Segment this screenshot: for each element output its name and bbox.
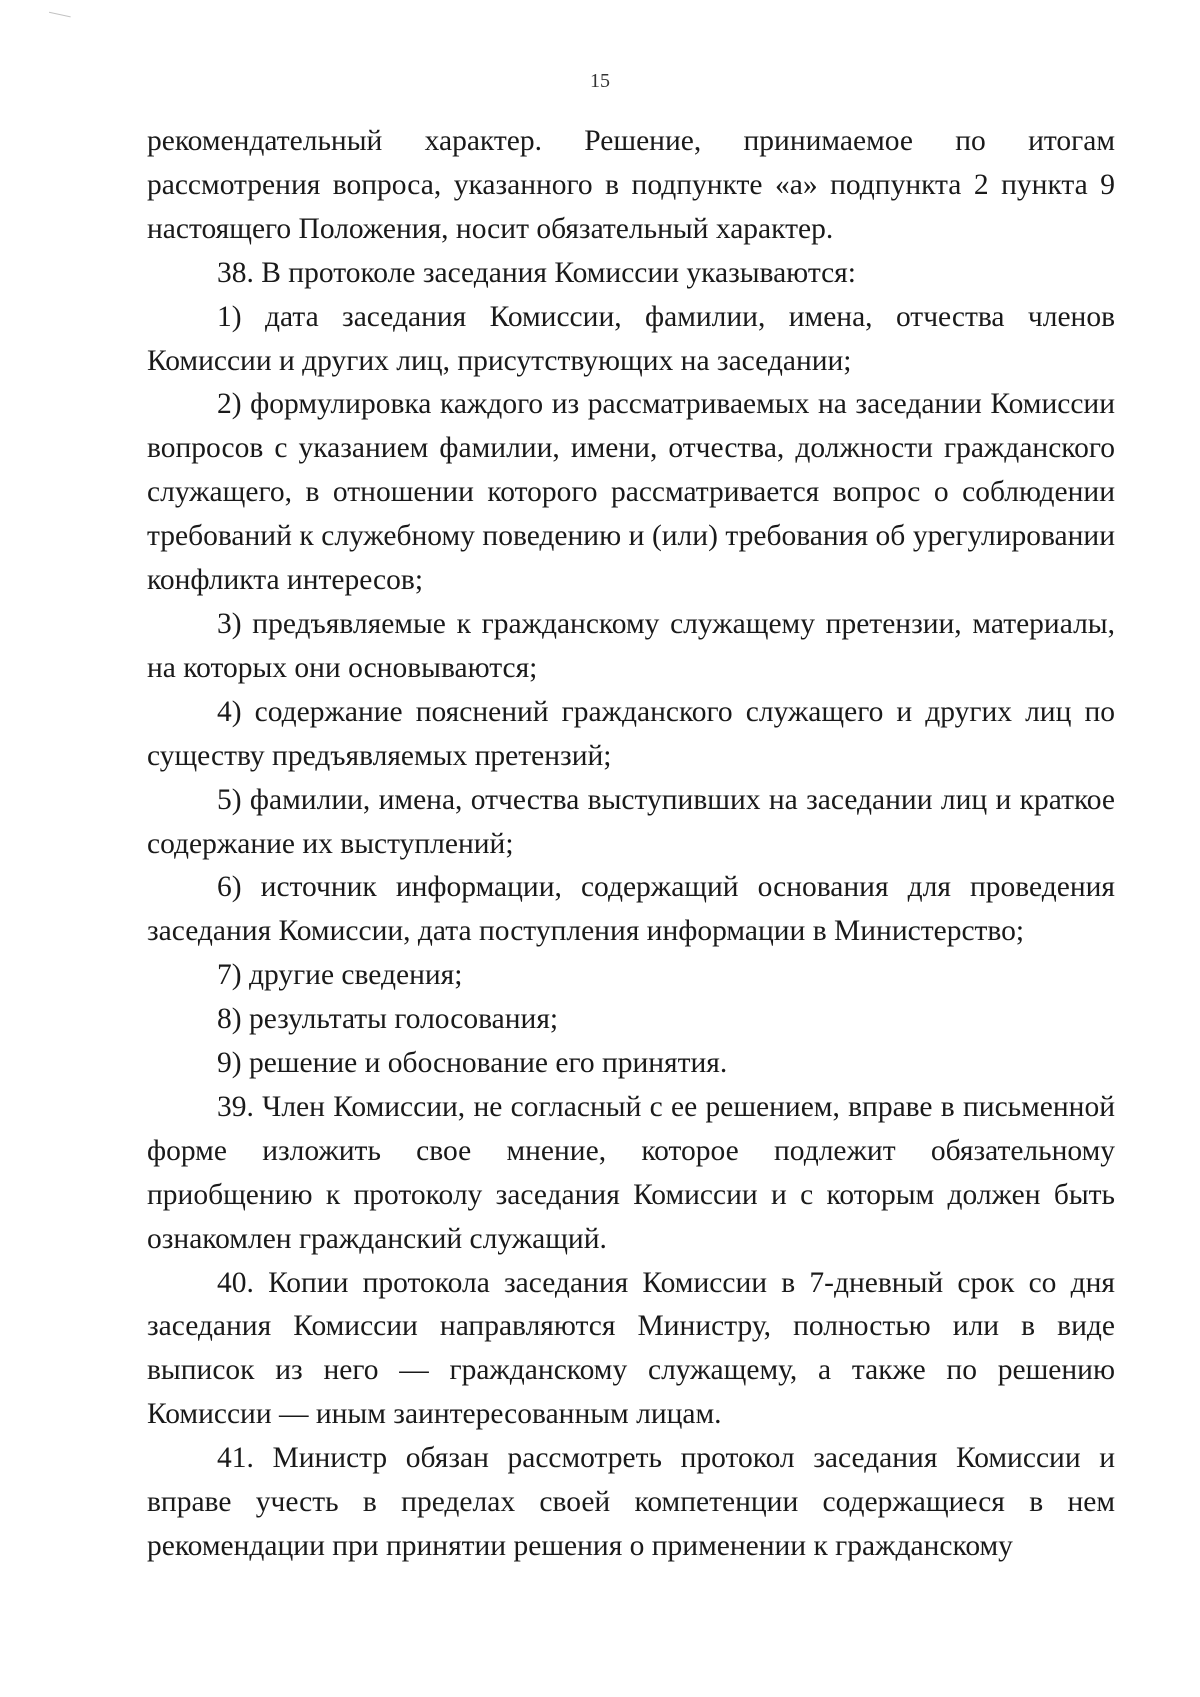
paragraph-item-39: 39. Член Комиссии, не согласный с ее решением, вправе в письменной форме изложить свое мнение, которое подлежит обязательному приобщению к протоколу заседания Комиссии и с которым должен быть ознакомлен гражданский служащий. (147, 1090, 1115, 1255)
scan-artifact (47, 12, 70, 25)
paragraph-subitem-6: 6) источник информации, содержащий основания для проведения заседания Комиссии, дата поступления информации в Министерство; (147, 871, 1115, 948)
paragraph-subitem-9: 9) решение и обоснование его принятия. (217, 1047, 728, 1080)
paragraph-subitem-2: 2) формулировка каждого из рассматриваемых на заседании Комиссии вопросов с указанием фамилии, имени, отчества, должности гражданского служащего, в отношении которого рассматривается вопрос о соблюдении требований к служебному поведению и (или) требования об урегулировании конфликта интересов; (147, 388, 1115, 597)
page-number: 15 (590, 70, 610, 92)
document-body (147, 120, 1115, 1569)
paragraph-item-38: 38. В протоколе заседания Комиссии указываются: (217, 256, 856, 289)
paragraph-item-40: 40. Копии протокола заседания Комиссии в 7-дневный срок со дня заседания Комиссии направляются Министру, полностью или в виде выписок из него — гражданскому служащему, а также по решению Комиссии — иным заинтересованным лицам. (147, 1266, 1115, 1431)
paragraph-subitem-8: 8) результаты голосования; (217, 1003, 559, 1036)
paragraph-subitem-3: 3) предъявляемые к гражданскому служащему претензии, материалы, на которых они основываются; (147, 607, 1115, 684)
paragraph-continuation: рекомендательный характер. Решение, принимаемое по итогам рассмотрения вопроса, указанного в подпункте «а» подпункта 2 пункта 9 настоящего Положения, носит обязательный характер. (147, 125, 1115, 245)
paragraph-subitem-7: 7) другие сведения; (217, 959, 463, 992)
paragraph-subitem-1: 1) дата заседания Комиссии, фамилии, имена, отчества членов Комиссии и других лиц, присутствующих на заседании; (147, 300, 1115, 377)
paragraph-subitem-5: 5) фамилии, имена, отчества выступивших на заседании лиц и краткое содержание их выступлений; (147, 783, 1115, 860)
paragraph-item-41: 41. Министр обязан рассмотреть протокол заседания Комиссии и вправе учесть в пределах своей компетенции содержащиеся в нем рекомендации при принятии решения о применении к гражданскому (147, 1442, 1115, 1562)
paragraph-subitem-4: 4) содержание пояснений гражданского служащего и других лиц по существу предъявляемых претензий; (147, 695, 1115, 772)
